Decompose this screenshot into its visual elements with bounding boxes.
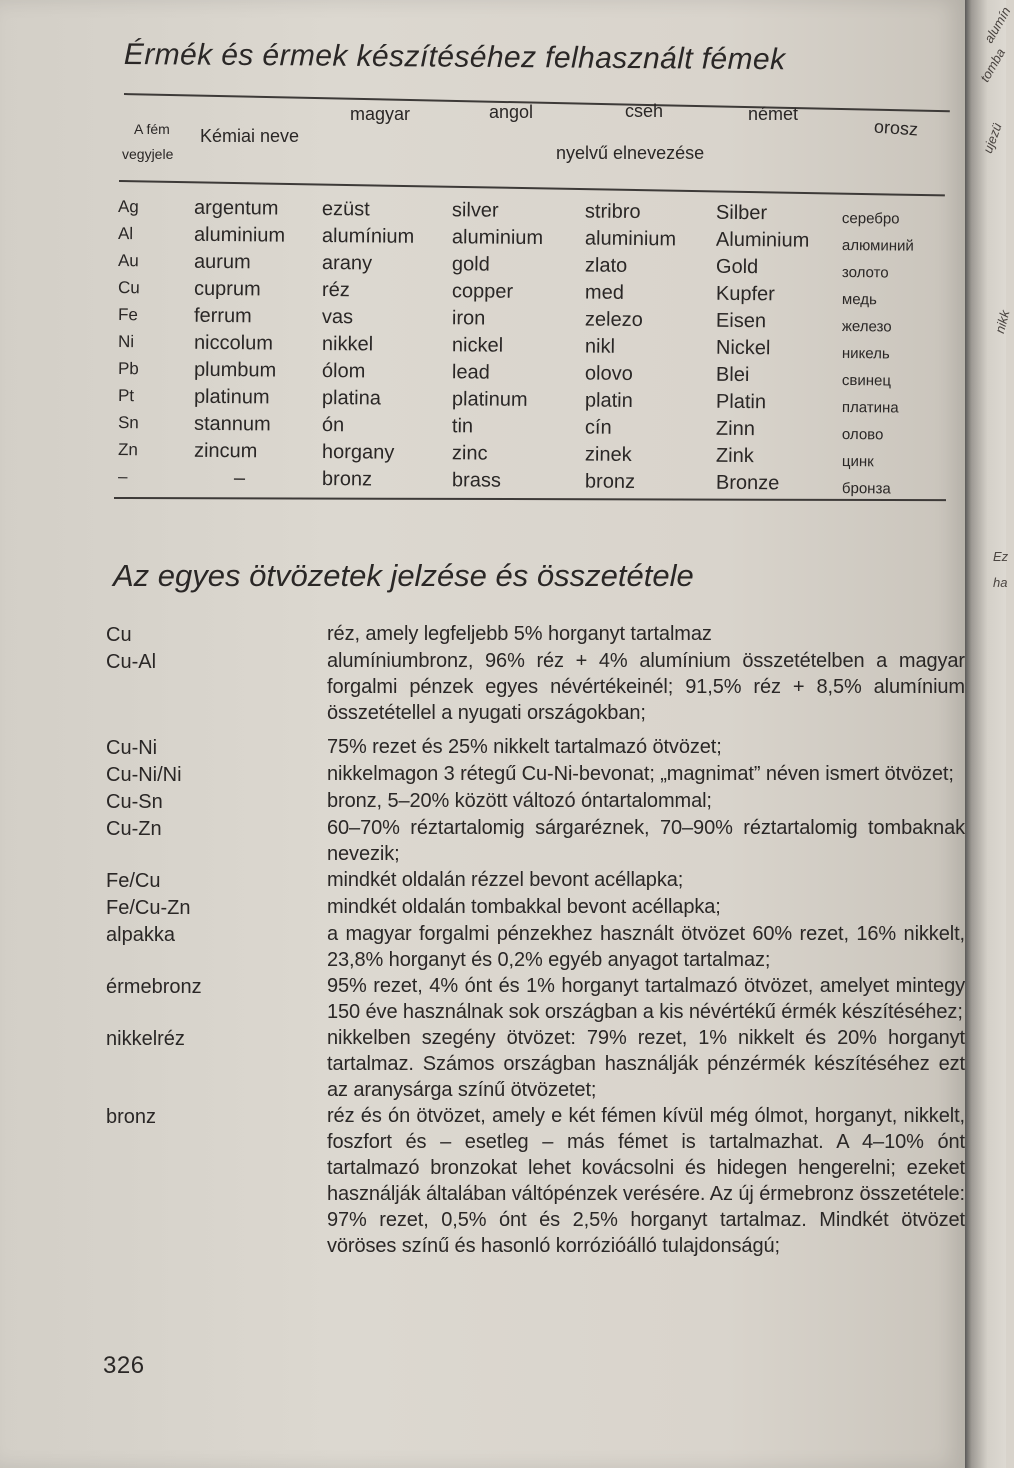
alloy-entry bbox=[106, 894, 966, 921]
english-name-cell: iron bbox=[451, 307, 486, 330]
table-header-common-label: nyelvű elnevezése bbox=[556, 143, 705, 163]
chemical-name-cell: plumbum bbox=[193, 358, 277, 382]
table-bottom-rule bbox=[114, 497, 946, 501]
alloy-description: réz, amely legfeljebb 5% horganyt tartalmaz bbox=[327, 623, 712, 645]
russian-name-cell: никель bbox=[841, 344, 890, 363]
table-top-rule bbox=[124, 93, 950, 112]
alloy-list bbox=[106, 621, 966, 1259]
czech-name-cell: stribro bbox=[584, 200, 641, 224]
russian-name-cell: железо bbox=[841, 317, 892, 336]
alloy-label: érmebronz bbox=[106, 976, 202, 998]
german-name-cell: Bronze bbox=[715, 471, 780, 495]
alloy-spacing bbox=[106, 726, 966, 734]
russian-name-cell: цинк bbox=[841, 452, 874, 471]
alloy-entry bbox=[106, 648, 966, 726]
table-header-hungarian: magyar bbox=[350, 104, 411, 124]
alloy-label: Cu-Sn bbox=[106, 791, 163, 813]
table-header-czech: cseh bbox=[625, 101, 664, 121]
alloy-description: réz és ón ötvözet, amely e két fémen kívül még ólmot, horganyt, nikkelt, foszfort és – esetleg – más fémet is tartalmazhat. A 4–10% ónt tartalmazó bronzokat lehet kovácsolni és hidegen hengerelni; ezeket használják általában váltópénzek verésére. Az új érmebronz összetétele: 97% rezet, 0,5% ónt és 2,5% horganyt tartalmaz. Mindkét ötvözet vöröses színű és hasonló korrózióálló tulajdonságú; bbox=[327, 1105, 965, 1257]
table-header-symbol-line2: vegyjele bbox=[122, 146, 174, 162]
alloy-label: Cu-Ni/Ni bbox=[106, 764, 182, 786]
german-name-cell: Zink bbox=[715, 444, 754, 468]
chemical-name-cell: aurum bbox=[193, 250, 251, 274]
german-name-cell: Aluminium bbox=[715, 228, 810, 252]
page-number: 326 bbox=[103, 1352, 145, 1379]
adjacent-page-fragment: Ez bbox=[993, 549, 1009, 564]
alloy-entry bbox=[106, 761, 966, 788]
chemical-name-cell: argentum bbox=[193, 196, 279, 220]
hungarian-name-cell: ólom bbox=[321, 359, 366, 383]
alloy-description: 75% rezet és 25% nikkelt tartalmazó ötvözet; bbox=[327, 736, 722, 758]
russian-name-cell: бронза bbox=[841, 479, 891, 498]
symbol-cell: Al bbox=[117, 224, 134, 244]
czech-name-cell: zinek bbox=[584, 443, 632, 466]
hungarian-name-cell: ezüst bbox=[321, 197, 370, 221]
alloys-section-title: Az egyes ötvözetek jelzése és összetétele bbox=[113, 558, 694, 593]
alloy-label: Fe/Cu bbox=[106, 870, 161, 892]
czech-name-cell: med bbox=[584, 281, 624, 304]
chemical-name-cell: platinum bbox=[193, 385, 270, 409]
adjacent-page-fragment: alumín bbox=[981, 4, 1014, 46]
chemical-name-cell: cuprum bbox=[193, 277, 261, 301]
alloy-description: nikkelmagon 3 rétegű Cu-Ni-bevonat; „magnimat” néven ismert ötvözet; bbox=[327, 763, 954, 785]
alloy-entry bbox=[106, 621, 966, 648]
german-name-cell: Silber bbox=[715, 201, 768, 225]
hungarian-name-cell: arany bbox=[321, 251, 373, 275]
adjacent-page-fragment: nikk bbox=[992, 308, 1013, 335]
english-name-cell: tin bbox=[451, 415, 474, 438]
alloy-entry bbox=[106, 734, 966, 761]
alloy-entry bbox=[106, 1103, 966, 1259]
german-name-cell: Platin bbox=[715, 390, 767, 414]
czech-name-cell: nikl bbox=[584, 335, 616, 358]
symbol-cell: Pb bbox=[117, 359, 139, 379]
hungarian-name-cell: vas bbox=[321, 305, 354, 329]
alloy-description: a magyar forgalmi pénzekhez használt ötvözet 60% rezet, 16% nikkelt, 23,8% horganyt és 0,2% egyéb anyagot tartalmaz; bbox=[327, 923, 965, 971]
hungarian-name-cell: horgany bbox=[321, 440, 395, 464]
russian-name-cell: медь bbox=[841, 290, 877, 309]
czech-name-cell: aluminium bbox=[584, 227, 677, 251]
page-title: Érmék és érmek készítéséhez felhasznált fémek bbox=[123, 38, 786, 77]
english-name-cell: zinc bbox=[451, 442, 488, 465]
adjacent-page-fragment: ujezü bbox=[980, 120, 1005, 156]
alloy-description: mindkét oldalán rézzel bevont acéllapka; bbox=[327, 869, 684, 891]
russian-name-cell: алюминий bbox=[841, 236, 914, 255]
german-name-cell: Blei bbox=[715, 363, 750, 387]
english-name-cell: copper bbox=[451, 280, 514, 303]
alloy-description: bronz, 5–20% között változó óntartalommal; bbox=[327, 790, 712, 812]
chemical-name-cell: stannum bbox=[193, 412, 271, 436]
table-header-rule bbox=[119, 180, 945, 196]
table-header-english: angol bbox=[489, 102, 534, 122]
alloy-description: 95% rezet, 4% ónt és 1% horganyt tartalmazó ötvözet, amelyet mintegy 150 éve használnak sok országban a kis névértékű érmék készítéséhez; bbox=[327, 975, 965, 1023]
chemical-name-cell: – bbox=[233, 467, 246, 490]
symbol-cell: Au bbox=[117, 251, 139, 271]
english-name-cell: lead bbox=[451, 361, 490, 384]
table-header-chemical-name: Kémiai neve bbox=[200, 126, 300, 146]
alloy-entry bbox=[106, 973, 966, 1025]
alloy-description: mindkét oldalán tombakkal bevont acéllapka; bbox=[327, 896, 721, 918]
table-header-german: német bbox=[748, 104, 799, 124]
alloy-entry bbox=[106, 815, 966, 867]
czech-name-cell: platin bbox=[584, 389, 633, 412]
alloy-label: Fe/Cu-Zn bbox=[106, 897, 191, 919]
hungarian-name-cell: alumínium bbox=[321, 224, 415, 248]
chemical-name-cell: zincum bbox=[193, 439, 258, 463]
english-name-cell: platinum bbox=[451, 388, 528, 411]
adjacent-page-edge bbox=[965, 0, 1014, 1468]
german-name-cell: Kupfer bbox=[715, 282, 776, 306]
hungarian-name-cell: réz bbox=[321, 278, 350, 302]
symbol-cell: Ag bbox=[117, 197, 139, 217]
german-name-cell: Nickel bbox=[715, 336, 771, 360]
english-name-cell: gold bbox=[451, 253, 490, 276]
russian-name-cell: свинец bbox=[841, 371, 892, 390]
symbol-cell: Zn bbox=[117, 440, 138, 460]
alloy-label: Cu-Ni bbox=[106, 737, 158, 759]
czech-name-cell: zlato bbox=[584, 254, 628, 277]
alloy-description: nikkelben szegény ötvözet: 79% rezet, 1% nikkelt és 20% horganyt tartalmaz. Számos országban használják pénzérmék készítéséhez ezt az aranysárga színű ötvözetet; bbox=[327, 1027, 965, 1101]
russian-name-cell: платина bbox=[841, 398, 899, 417]
german-name-cell: Zinn bbox=[715, 417, 755, 441]
english-name-cell: silver bbox=[451, 199, 499, 222]
alloy-description: alumíniumbronz, 96% réz + 4% alumínium összetételben a magyar forgalmi pénzek egyes névértékeinél; 91,5% réz + 8,5% alumínium összetétellel a nyugati országokban; bbox=[327, 650, 965, 724]
chemical-name-cell: aluminium bbox=[193, 223, 286, 247]
english-name-cell: nickel bbox=[451, 334, 504, 357]
hungarian-name-cell: platina bbox=[321, 386, 382, 410]
czech-name-cell: zelezo bbox=[584, 308, 643, 332]
alloy-entry bbox=[106, 921, 966, 973]
czech-name-cell: bronz bbox=[584, 470, 636, 493]
chemical-name-cell: ferrum bbox=[193, 304, 252, 328]
russian-name-cell: серебро bbox=[841, 209, 900, 228]
alloy-label: Cu-Al bbox=[106, 651, 157, 673]
symbol-cell: Sn bbox=[117, 413, 139, 433]
german-name-cell: Gold bbox=[715, 255, 759, 279]
symbol-cell: Ni bbox=[117, 332, 135, 352]
alloy-label: bronz bbox=[106, 1106, 157, 1128]
alloy-entry bbox=[106, 788, 966, 815]
symbol-cell: Pt bbox=[117, 386, 135, 406]
alloy-label: alpakka bbox=[106, 924, 175, 946]
hungarian-name-cell: nikkel bbox=[321, 332, 374, 356]
german-name-cell: Eisen bbox=[715, 309, 767, 333]
alloy-entry bbox=[106, 1025, 966, 1103]
english-name-cell: aluminium bbox=[451, 226, 544, 250]
russian-name-cell: олово bbox=[841, 425, 884, 444]
hungarian-name-cell: ón bbox=[321, 413, 345, 437]
symbol-cell: Cu bbox=[117, 278, 140, 298]
table-header-symbol-line1: A fém bbox=[134, 121, 170, 137]
alloy-label: Cu-Zn bbox=[106, 818, 162, 840]
english-name-cell: brass bbox=[451, 469, 501, 492]
czech-name-cell: cín bbox=[584, 416, 612, 439]
symbol-cell: – bbox=[117, 467, 128, 487]
adjacent-page-fragment: tomba bbox=[977, 45, 1009, 85]
alloy-description: 60–70% réztartalomig sárgaréznek, 70–90% réztartalomig tombaknak nevezik; bbox=[327, 817, 965, 865]
czech-name-cell: olovo bbox=[584, 362, 633, 385]
alloy-label: nikkelréz bbox=[106, 1028, 185, 1050]
alloy-label: Cu bbox=[106, 624, 132, 646]
alloy-entry bbox=[106, 867, 966, 894]
chemical-name-cell: niccolum bbox=[193, 331, 274, 355]
adjacent-page-fragment: ha bbox=[993, 575, 1008, 590]
hungarian-name-cell: bronz bbox=[321, 467, 373, 491]
table-header-russian: orosz bbox=[873, 116, 919, 140]
symbol-cell: Fe bbox=[117, 305, 138, 325]
russian-name-cell: золото bbox=[841, 263, 889, 282]
